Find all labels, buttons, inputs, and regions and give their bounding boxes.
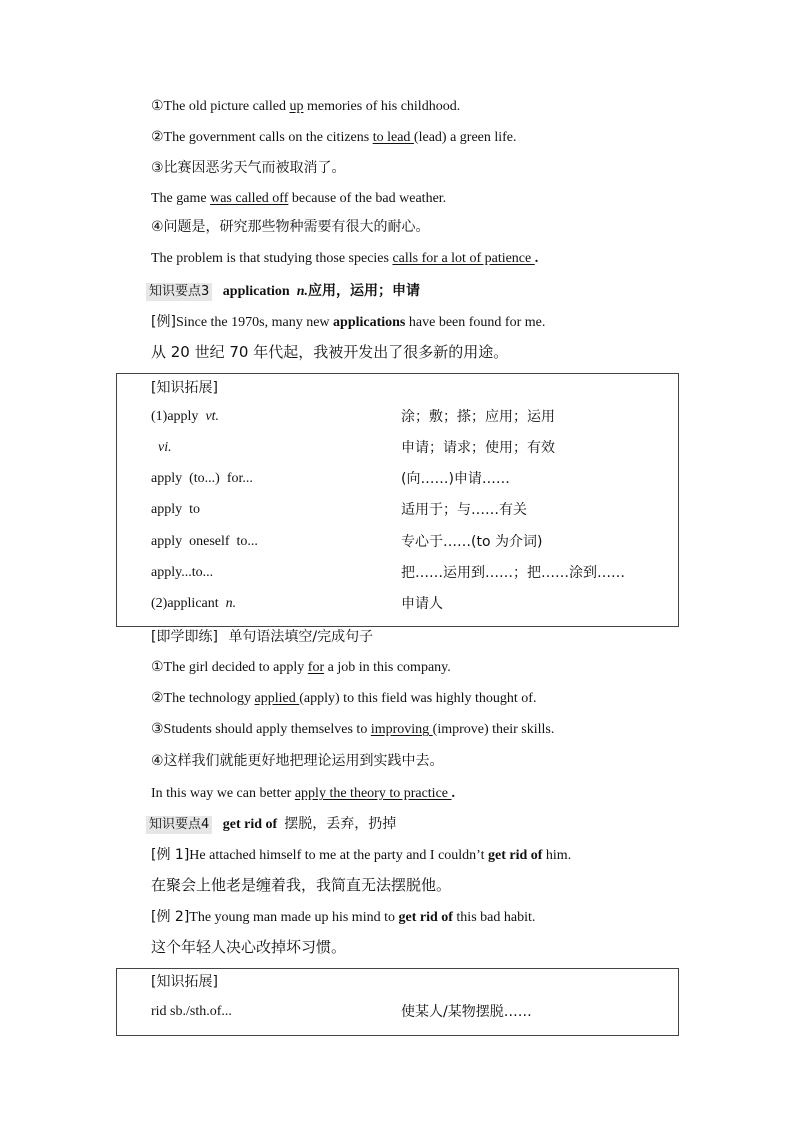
point4-tag: 知识要点4 <box>146 816 212 834</box>
exercise-2: ②The government calls on the citizens to lead (lead) a green life. <box>151 130 517 145</box>
practice-item: ②The technology applied (apply) to this field was highly thought of. <box>151 691 537 706</box>
expand-row-chinese: 适用于；与……有关 <box>401 502 527 518</box>
point4-example-1: [例 1]He attached himself to me at the party and I couldn’t get rid of him. <box>151 847 572 863</box>
point3-example: [例]Since the 1970s, many new applications have been found for me. <box>151 314 546 330</box>
point4-heading: 知识要点4 get rid of 摆脱，丢弃，扔掉 <box>146 815 396 834</box>
practice-4-chinese: ④这样我们就能更好地把理论运用到实践中去。 <box>151 753 444 769</box>
point3-example-chinese: 从 20 世纪 70 年代起，我被开发出了很多新的用途。 <box>151 343 509 361</box>
practice-item: ③Students should apply themselves to improving (improve) their skills. <box>151 722 555 737</box>
exercise-3-chinese: ③比赛因恶劣天气而被取消了。 <box>151 160 346 176</box>
expand-row-english: (2)applicant n. <box>151 596 237 611</box>
exercise-3: The game was called off because of the bad weather. <box>151 191 447 206</box>
expand-row-chinese: 把……运用到……；把……涂到…… <box>401 565 625 581</box>
expand-row-chinese: 涂；敷；搽；应用；运用 <box>401 409 555 425</box>
point3-tag: 知识要点3 <box>146 283 212 301</box>
expand-row-chinese: 申请；请求；使用；有效 <box>401 440 555 456</box>
exercise-4-chinese: ④问题是，研究那些物种需要有很大的耐心。 <box>151 219 430 235</box>
exercise-1: ①The old picture called up memories of his childhood. <box>151 99 461 114</box>
point3-heading: 知识要点3 application n.应用，运用；申请 <box>146 282 420 301</box>
point4-example-2-chinese: 这个年轻人决心改掉坏习惯。 <box>151 938 347 956</box>
exercise-4: The problem is that studying those species calls for a lot of patience . <box>151 251 539 266</box>
point4-expand-box <box>116 968 679 1036</box>
expand-row-english: vi. <box>158 440 172 455</box>
expand-row-english: (1)apply vt. <box>151 409 220 424</box>
expand-row-chinese: 申请人 <box>401 596 443 612</box>
point3-expand-box <box>116 373 679 627</box>
practice-heading: [即学即练] 单句语法填空/完成句子 <box>151 629 374 645</box>
expand-title: [知识拓展] <box>151 974 218 990</box>
practice-item: ①The girl decided to apply for a job in this company. <box>151 660 451 675</box>
expand-row-chinese: (向……)申请…… <box>401 471 510 487</box>
expand-row-english: apply...to... <box>151 565 214 580</box>
expand-row-english: apply oneself to... <box>151 534 258 549</box>
expand-row-english: apply to <box>151 502 200 517</box>
expand-row-chinese: 专心于……(to 为介词) <box>401 534 543 550</box>
expand-row-chinese: 使某人/某物摆脱…… <box>401 1004 532 1020</box>
expand-row-english: rid sb./sth.of... <box>151 1004 232 1019</box>
point4-example-2: [例 2]The young man made up his mind to get rid of this bad habit. <box>151 909 536 925</box>
point4-example-1-chinese: 在聚会上他老是缠着我，我简直无法摆脱他。 <box>151 876 452 894</box>
expand-row-english: apply (to...) for... <box>151 471 253 486</box>
expand-title: [知识拓展] <box>151 380 218 396</box>
practice-4: In this way we can better apply the theory to practice . <box>151 786 456 801</box>
